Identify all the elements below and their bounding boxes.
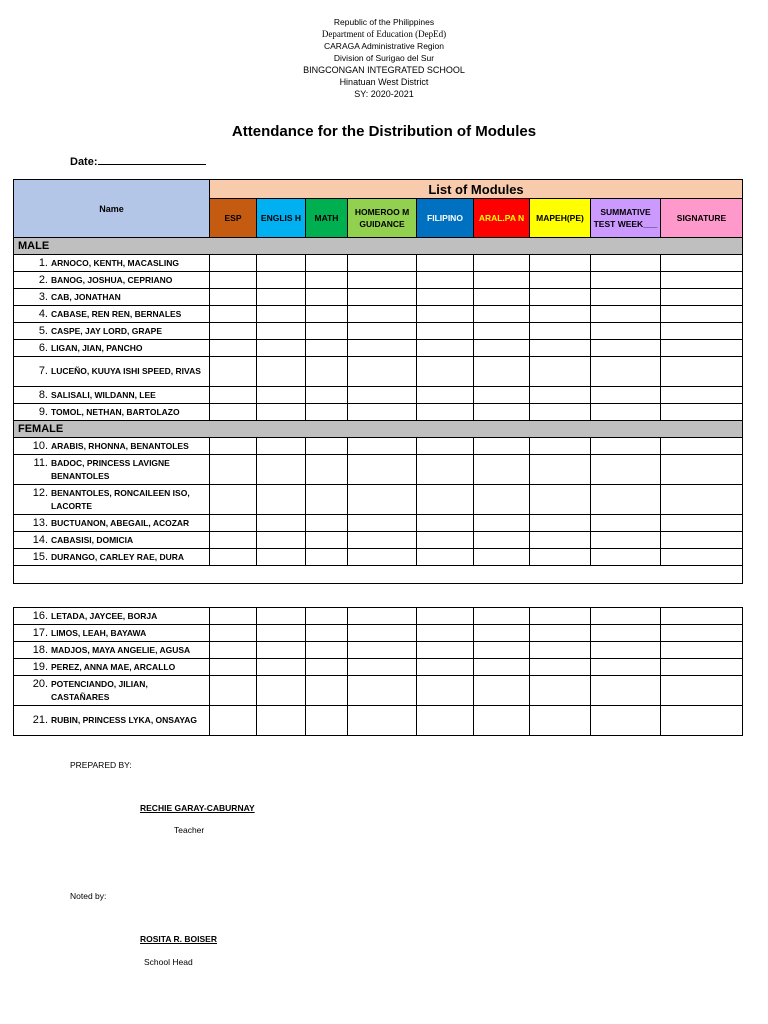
student-row — [14, 306, 743, 323]
module-checkbox-cell[interactable] — [348, 340, 417, 357]
student-number: 4. — [38, 307, 48, 320]
module-checkbox-cell[interactable] — [591, 659, 661, 676]
student-name: BANOG, JOSHUA, CEPRIANO — [51, 274, 173, 285]
module-checkbox-cell[interactable] — [530, 387, 591, 404]
teacher-title: Teacher — [174, 825, 205, 835]
module-checkbox-cell[interactable] — [306, 340, 348, 357]
module-checkbox-cell[interactable] — [306, 515, 348, 532]
module-checkbox-cell[interactable] — [474, 289, 530, 306]
module-checkbox-cell[interactable] — [530, 255, 591, 272]
student-name: LIMOS, LEAH, BAYAWA — [51, 627, 147, 638]
module-checkbox-cell[interactable] — [257, 532, 306, 549]
module-checkbox-cell[interactable] — [661, 289, 743, 306]
module-checkbox-cell[interactable] — [210, 255, 257, 272]
module-column-header: HOMEROO M GUIDANCE — [348, 199, 417, 238]
student-row — [14, 642, 743, 659]
module-checkbox-cell[interactable] — [348, 625, 417, 642]
module-checkbox-cell[interactable] — [591, 404, 661, 421]
male-section-header: MALE — [14, 238, 743, 255]
module-checkbox-cell[interactable] — [474, 532, 530, 549]
student-number: 10. — [32, 439, 48, 452]
module-checkbox-cell[interactable] — [591, 357, 661, 387]
module-column-header: SIGNATURE — [661, 199, 743, 238]
student-number: 19. — [32, 660, 48, 673]
module-checkbox-cell[interactable] — [257, 272, 306, 289]
module-checkbox-cell[interactable] — [530, 706, 591, 736]
document-header — [0, 16, 768, 100]
student-row — [14, 706, 743, 736]
module-checkbox-cell[interactable] — [348, 455, 417, 485]
module-column-header: ARAL.PA N — [474, 199, 530, 238]
module-checkbox-cell[interactable] — [257, 676, 306, 706]
module-checkbox-cell[interactable] — [210, 387, 257, 404]
student-number: 5. — [38, 324, 48, 337]
student-name: CABASISI, DOMICIA — [51, 534, 134, 545]
module-checkbox-cell[interactable] — [591, 387, 661, 404]
module-checkbox-cell[interactable] — [257, 404, 306, 421]
module-checkbox-cell[interactable] — [348, 306, 417, 323]
module-checkbox-cell[interactable] — [210, 706, 257, 736]
module-checkbox-cell[interactable] — [348, 659, 417, 676]
module-checkbox-cell[interactable] — [661, 706, 743, 736]
module-checkbox-cell[interactable] — [257, 323, 306, 340]
module-checkbox-cell[interactable] — [474, 306, 530, 323]
student-name: POTENCIANDO, JILIAN, CASTAÑARES — [51, 678, 148, 702]
date-field — [70, 155, 206, 168]
module-checkbox-cell[interactable] — [348, 515, 417, 532]
prepared-by-label: PREPARED BY: — [70, 760, 132, 770]
student-name: DURANGO, CARLEY RAE, DURA — [51, 551, 185, 562]
student-row — [14, 549, 743, 566]
student-number: 21. — [32, 714, 48, 726]
student-name: PEREZ, ANNA MAE, ARCALLO — [51, 661, 176, 672]
module-checkbox-cell[interactable] — [257, 455, 306, 485]
module-checkbox-cell[interactable] — [661, 272, 743, 289]
module-checkbox-cell[interactable] — [591, 706, 661, 736]
student-row — [14, 404, 743, 421]
module-checkbox-cell[interactable] — [530, 323, 591, 340]
module-checkbox-cell[interactable] — [661, 676, 743, 706]
module-checkbox-cell[interactable] — [474, 515, 530, 532]
noted-by-label: Noted by: — [70, 891, 107, 901]
module-checkbox-cell[interactable] — [210, 549, 257, 566]
module-checkbox-cell[interactable] — [306, 323, 348, 340]
module-checkbox-cell[interactable] — [417, 357, 474, 387]
student-row — [14, 340, 743, 357]
module-checkbox-cell[interactable] — [530, 625, 591, 642]
module-checkbox-cell[interactable] — [417, 289, 474, 306]
module-checkbox-cell[interactable] — [417, 625, 474, 642]
module-checkbox-cell[interactable] — [474, 255, 530, 272]
student-row — [14, 455, 743, 485]
module-checkbox-cell[interactable] — [417, 485, 474, 515]
module-checkbox-cell[interactable] — [530, 455, 591, 485]
school-head-title: School Head — [144, 957, 193, 967]
module-checkbox-cell[interactable] — [417, 515, 474, 532]
student-row — [14, 255, 743, 272]
module-column-header: FILIPINO — [417, 199, 474, 238]
module-checkbox-cell[interactable] — [591, 625, 661, 642]
module-checkbox-cell[interactable] — [661, 306, 743, 323]
school-year: SY: 2020-2021 — [354, 89, 414, 99]
module-checkbox-cell[interactable] — [306, 306, 348, 323]
module-checkbox-cell[interactable] — [661, 323, 743, 340]
module-checkbox-cell[interactable] — [257, 659, 306, 676]
attendance-table — [13, 179, 743, 584]
student-name: CABASE, REN REN, BERNALES — [51, 308, 182, 319]
student-row — [14, 272, 743, 289]
module-checkbox-cell[interactable] — [591, 323, 661, 340]
student-number: 16. — [32, 609, 48, 622]
module-checkbox-cell[interactable] — [306, 387, 348, 404]
student-row — [14, 485, 743, 515]
student-number: 8. — [38, 388, 48, 401]
module-checkbox-cell[interactable] — [591, 676, 661, 706]
module-checkbox-cell[interactable] — [257, 357, 306, 387]
module-checkbox-cell[interactable] — [530, 676, 591, 706]
module-checkbox-cell[interactable] — [591, 306, 661, 323]
module-checkbox-cell[interactable] — [417, 659, 474, 676]
module-checkbox-cell[interactable] — [530, 532, 591, 549]
module-checkbox-cell[interactable] — [417, 532, 474, 549]
attendance-table-continued — [13, 607, 743, 736]
module-checkbox-cell[interactable] — [474, 485, 530, 515]
module-checkbox-cell[interactable] — [210, 289, 257, 306]
module-checkbox-cell[interactable] — [257, 485, 306, 515]
module-checkbox-cell[interactable] — [417, 642, 474, 659]
student-name: SALISALI, WILDANN, LEE — [51, 389, 156, 400]
module-checkbox-cell[interactable] — [661, 515, 743, 532]
module-checkbox-cell[interactable] — [530, 438, 591, 455]
module-checkbox-cell[interactable] — [474, 404, 530, 421]
student-name: RUBIN, PRINCESS LYKA, ONSAYAG — [51, 715, 197, 725]
module-checkbox-cell[interactable] — [474, 340, 530, 357]
module-checkbox-cell[interactable] — [306, 485, 348, 515]
module-checkbox-cell[interactable] — [257, 608, 306, 625]
module-checkbox-cell[interactable] — [306, 438, 348, 455]
header-line-3: CARAGA Administrative Region — [324, 41, 444, 51]
student-row — [14, 608, 743, 625]
school-name: BINGCONGAN INTEGRATED SCHOOL — [303, 65, 465, 75]
student-row — [14, 438, 743, 455]
module-checkbox-cell[interactable] — [306, 549, 348, 566]
module-checkbox-cell[interactable] — [661, 340, 743, 357]
module-checkbox-cell[interactable] — [661, 387, 743, 404]
module-checkbox-cell[interactable] — [348, 642, 417, 659]
module-checkbox-cell[interactable] — [306, 255, 348, 272]
module-checkbox-cell[interactable] — [417, 706, 474, 736]
module-checkbox-cell[interactable] — [257, 340, 306, 357]
module-checkbox-cell[interactable] — [257, 515, 306, 532]
module-checkbox-cell[interactable] — [530, 404, 591, 421]
module-checkbox-cell[interactable] — [348, 404, 417, 421]
student-name: LETADA, JAYCEE, BORJA — [51, 610, 158, 621]
module-checkbox-cell[interactable] — [348, 532, 417, 549]
student-number: 18. — [32, 643, 48, 656]
module-checkbox-cell[interactable] — [417, 608, 474, 625]
module-checkbox-cell[interactable] — [210, 625, 257, 642]
module-checkbox-cell[interactable] — [530, 485, 591, 515]
module-checkbox-cell[interactable] — [417, 340, 474, 357]
student-row — [14, 323, 743, 340]
module-checkbox-cell[interactable] — [591, 608, 661, 625]
student-number: 14. — [32, 533, 48, 546]
module-checkbox-cell[interactable] — [348, 323, 417, 340]
module-checkbox-cell[interactable] — [591, 455, 661, 485]
module-checkbox-cell[interactable] — [474, 387, 530, 404]
student-row — [14, 289, 743, 306]
module-checkbox-cell[interactable] — [257, 438, 306, 455]
module-checkbox-cell[interactable] — [474, 676, 530, 706]
module-checkbox-cell[interactable] — [661, 255, 743, 272]
date-label: Date: — [70, 156, 98, 168]
student-number: 12. — [32, 486, 48, 499]
student-row — [14, 515, 743, 532]
module-column-header: ESP — [210, 199, 257, 238]
module-checkbox-cell[interactable] — [210, 272, 257, 289]
student-number: 20. — [32, 677, 48, 690]
module-checkbox-cell[interactable] — [348, 549, 417, 566]
student-number: 17. — [32, 626, 48, 639]
student-row — [14, 676, 743, 706]
module-checkbox-cell[interactable] — [474, 608, 530, 625]
module-checkbox-cell[interactable] — [210, 340, 257, 357]
module-checkbox-cell[interactable] — [474, 642, 530, 659]
module-checkbox-cell[interactable] — [530, 357, 591, 387]
module-checkbox-cell[interactable] — [306, 608, 348, 625]
module-checkbox-cell[interactable] — [210, 323, 257, 340]
module-checkbox-cell[interactable] — [348, 272, 417, 289]
module-checkbox-cell[interactable] — [474, 438, 530, 455]
module-checkbox-cell[interactable] — [348, 387, 417, 404]
module-checkbox-cell[interactable] — [417, 387, 474, 404]
student-number: 13. — [32, 516, 48, 529]
module-checkbox-cell[interactable] — [210, 485, 257, 515]
empty-row — [14, 566, 743, 584]
module-checkbox-cell[interactable] — [257, 706, 306, 736]
module-checkbox-cell[interactable] — [661, 485, 743, 515]
module-checkbox-cell[interactable] — [530, 515, 591, 532]
module-checkbox-cell[interactable] — [530, 608, 591, 625]
module-checkbox-cell[interactable] — [661, 438, 743, 455]
module-checkbox-cell[interactable] — [348, 676, 417, 706]
student-name: BUCTUANON, ABEGAIL, ACOZAR — [51, 517, 190, 528]
module-checkbox-cell[interactable] — [257, 255, 306, 272]
module-checkbox-cell[interactable] — [661, 532, 743, 549]
module-checkbox-cell[interactable] — [210, 404, 257, 421]
module-checkbox-cell[interactable] — [210, 357, 257, 387]
student-row — [14, 387, 743, 404]
module-checkbox-cell[interactable] — [591, 438, 661, 455]
student-number: 11. — [33, 456, 48, 469]
school-head-name: ROSITA R. BOISER — [140, 934, 217, 944]
student-number: 9. — [38, 405, 48, 418]
module-checkbox-cell[interactable] — [210, 659, 257, 676]
module-checkbox-cell[interactable] — [474, 272, 530, 289]
module-checkbox-cell[interactable] — [210, 306, 257, 323]
module-checkbox-cell[interactable] — [306, 642, 348, 659]
student-number: 7. — [38, 365, 48, 377]
module-checkbox-cell[interactable] — [306, 272, 348, 289]
student-name: ARNOCO, KENTH, MACASLING — [51, 257, 179, 268]
date-blank-line — [98, 155, 206, 165]
module-checkbox-cell[interactable] — [417, 404, 474, 421]
module-checkbox-cell[interactable] — [530, 659, 591, 676]
module-checkbox-cell[interactable] — [306, 676, 348, 706]
module-checkbox-cell[interactable] — [591, 255, 661, 272]
student-name: MADJOS, MAYA ANGELIE, AGUSA — [51, 644, 191, 655]
student-name: LUCEÑO, KUUYA ISHI SPEED, RIVAS — [51, 366, 201, 376]
name-column-header: Name — [14, 180, 210, 238]
module-checkbox-cell[interactable] — [348, 357, 417, 387]
module-checkbox-cell[interactable] — [306, 532, 348, 549]
module-checkbox-cell[interactable] — [210, 438, 257, 455]
module-checkbox-cell[interactable] — [474, 549, 530, 566]
student-row — [14, 659, 743, 676]
module-checkbox-cell[interactable] — [591, 485, 661, 515]
module-checkbox-cell[interactable] — [474, 323, 530, 340]
module-checkbox-cell[interactable] — [210, 455, 257, 485]
module-checkbox-cell[interactable] — [257, 625, 306, 642]
module-checkbox-cell[interactable] — [417, 255, 474, 272]
module-checkbox-cell[interactable] — [417, 272, 474, 289]
module-checkbox-cell[interactable] — [474, 706, 530, 736]
module-checkbox-cell[interactable] — [530, 306, 591, 323]
module-checkbox-cell[interactable] — [591, 549, 661, 566]
module-column-header: ENGLIS H — [257, 199, 306, 238]
module-checkbox-cell[interactable] — [306, 625, 348, 642]
module-checkbox-cell[interactable] — [661, 549, 743, 566]
module-column-header: MATH — [306, 199, 348, 238]
student-name: BENANTOLES, RONCAILEEN ISO, LACORTE — [51, 487, 190, 511]
district-name: Hinatuan West District — [339, 77, 429, 87]
student-row — [14, 625, 743, 642]
module-checkbox-cell[interactable] — [661, 659, 743, 676]
module-checkbox-cell[interactable] — [417, 676, 474, 706]
header-line-1: Republic of the Philippines — [333, 17, 435, 27]
module-checkbox-cell[interactable] — [661, 642, 743, 659]
module-checkbox-cell[interactable] — [306, 706, 348, 736]
module-checkbox-cell[interactable] — [417, 438, 474, 455]
module-checkbox-cell[interactable] — [210, 532, 257, 549]
teacher-name: RECHIE GARAY-CABURNAY — [140, 803, 255, 813]
list-of-modules-header: List of Modules — [210, 180, 743, 199]
module-checkbox-cell[interactable] — [530, 642, 591, 659]
module-checkbox-cell[interactable] — [591, 289, 661, 306]
module-checkbox-cell[interactable] — [306, 455, 348, 485]
module-checkbox-cell[interactable] — [257, 289, 306, 306]
student-name: BADOC, PRINCESS LAVIGNE BENANTOLES — [51, 457, 170, 481]
module-checkbox-cell[interactable] — [306, 289, 348, 306]
student-name: TOMOL, NETHAN, BARTOLAZO — [51, 406, 180, 417]
student-row — [14, 532, 743, 549]
module-checkbox-cell[interactable] — [210, 608, 257, 625]
student-number: 3. — [38, 290, 48, 303]
student-name: LIGAN, JIAN, PANCHO — [51, 342, 143, 353]
module-checkbox-cell[interactable] — [210, 642, 257, 659]
header-line-2: Department of Education (DepEd) — [321, 29, 447, 39]
page-title: Attendance for the Distribution of Modules — [231, 123, 537, 140]
module-checkbox-cell[interactable] — [348, 608, 417, 625]
student-number: 15. — [32, 550, 48, 563]
module-checkbox-cell[interactable] — [591, 515, 661, 532]
module-checkbox-cell[interactable] — [210, 676, 257, 706]
module-checkbox-cell[interactable] — [661, 625, 743, 642]
module-checkbox-cell[interactable] — [348, 255, 417, 272]
student-number: 2. — [38, 273, 48, 286]
module-checkbox-cell[interactable] — [591, 642, 661, 659]
student-name: CASPE, JAY LORD, GRAPE — [51, 325, 163, 336]
module-checkbox-cell[interactable] — [530, 549, 591, 566]
module-checkbox-cell[interactable] — [306, 357, 348, 387]
student-row — [14, 357, 743, 387]
module-checkbox-cell[interactable] — [348, 289, 417, 306]
module-checkbox-cell[interactable] — [417, 323, 474, 340]
module-checkbox-cell[interactable] — [417, 455, 474, 485]
module-checkbox-cell[interactable] — [257, 387, 306, 404]
female-section-header: FEMALE — [14, 421, 743, 438]
module-checkbox-cell[interactable] — [474, 659, 530, 676]
module-checkbox-cell[interactable] — [661, 357, 743, 387]
module-checkbox-cell[interactable] — [661, 404, 743, 421]
module-checkbox-cell[interactable] — [661, 608, 743, 625]
module-checkbox-cell[interactable] — [306, 404, 348, 421]
module-checkbox-cell[interactable] — [474, 357, 530, 387]
module-checkbox-cell[interactable] — [530, 272, 591, 289]
module-checkbox-cell[interactable] — [348, 438, 417, 455]
module-column-header: SUMMATIVE TEST WEEK___ — [591, 199, 661, 238]
student-number: 1. — [38, 256, 48, 269]
module-checkbox-cell[interactable] — [257, 642, 306, 659]
header-line-4: Division of Surigao del Sur — [333, 53, 435, 63]
student-number: 6. — [38, 341, 48, 354]
module-column-header: MAPEH(PE) — [530, 199, 591, 238]
module-checkbox-cell[interactable] — [530, 340, 591, 357]
module-checkbox-cell[interactable] — [661, 455, 743, 485]
student-name: CAB, JONATHAN — [51, 291, 121, 302]
module-checkbox-cell[interactable] — [474, 625, 530, 642]
module-checkbox-cell[interactable] — [257, 549, 306, 566]
module-checkbox-cell[interactable] — [417, 549, 474, 566]
module-checkbox-cell[interactable] — [348, 485, 417, 515]
module-checkbox-cell[interactable] — [591, 532, 661, 549]
module-checkbox-cell[interactable] — [210, 515, 257, 532]
module-checkbox-cell[interactable] — [257, 306, 306, 323]
module-checkbox-cell[interactable] — [530, 289, 591, 306]
module-checkbox-cell[interactable] — [591, 340, 661, 357]
module-checkbox-cell[interactable] — [591, 272, 661, 289]
module-checkbox-cell[interactable] — [474, 455, 530, 485]
module-checkbox-cell[interactable] — [348, 706, 417, 736]
module-checkbox-cell[interactable] — [306, 659, 348, 676]
module-checkbox-cell[interactable] — [417, 306, 474, 323]
student-name: ARABIS, RHONNA, BENANTOLES — [51, 440, 189, 451]
